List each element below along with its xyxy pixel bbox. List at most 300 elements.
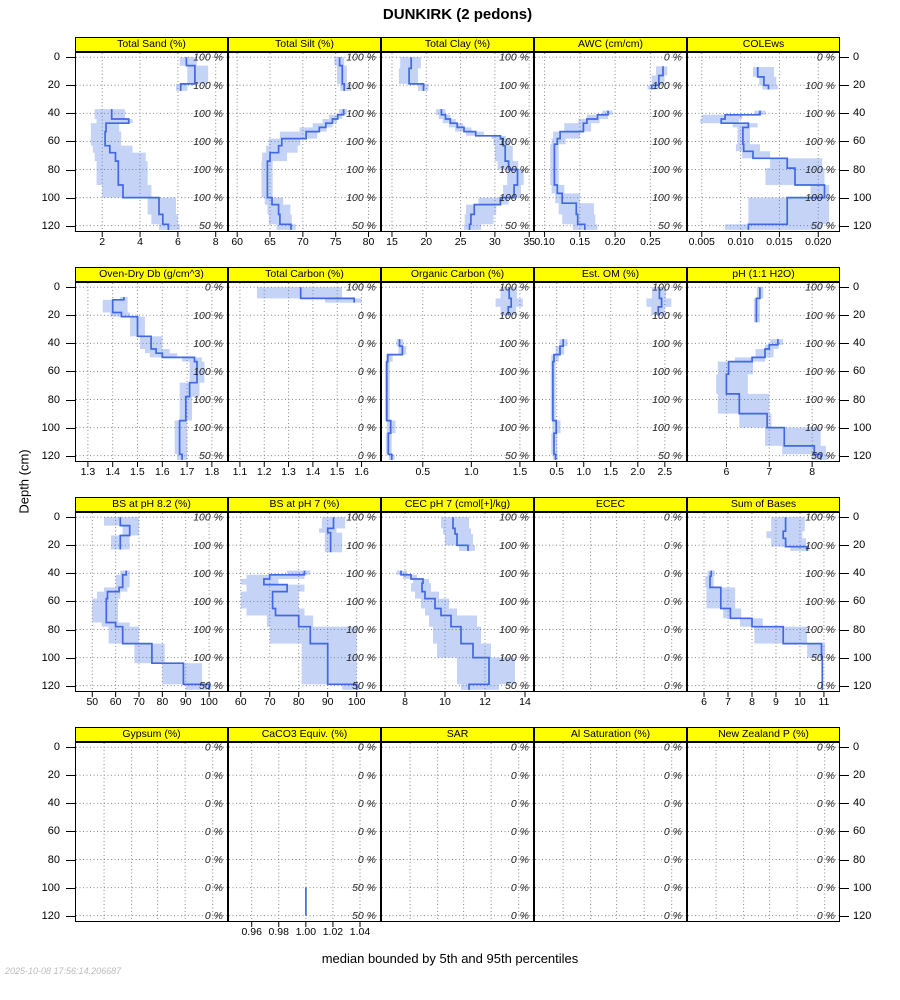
percentile-band (553, 132, 580, 139)
contributing-fraction-label: 100 % (346, 79, 376, 92)
percentile-band (162, 663, 202, 684)
contributing-fraction-label: 50 % (352, 680, 376, 693)
contributing-fraction-label: 100 % (499, 394, 529, 407)
x-tick-label: 8 (212, 236, 219, 248)
depth-tick-label-left: 60 (47, 135, 60, 148)
contributing-fraction-label: 100 % (346, 567, 376, 580)
contributing-fraction-label: 100 % (499, 51, 529, 64)
depth-tick-mark (66, 170, 75, 171)
panel-plot-total-silt (228, 52, 381, 242)
depth-tick-mark (66, 545, 75, 546)
depth-tick-label-left: 0 (53, 511, 60, 524)
panel-header-bs-ph82: BS at pH 8.2 (%) (75, 497, 228, 512)
contributing-fraction-label: 100 % (499, 539, 529, 552)
contributing-fraction-label: 0 % (510, 741, 529, 754)
contributing-fraction-label: 100 % (193, 164, 223, 177)
contributing-fraction-label: 100 % (805, 511, 835, 524)
x-tick-label: 14 (519, 696, 531, 708)
x-tick-label: 2.5 (657, 466, 673, 478)
x-tick-label: 1.00 (295, 926, 317, 938)
depth-tick-mark (840, 456, 849, 457)
contributing-fraction-label: 100 % (805, 595, 835, 608)
depth-tick-mark (840, 85, 849, 86)
panel-header-cec-ph7: CEC pH 7 (cmol[+]/kg) (381, 497, 534, 512)
contributing-fraction-label: 50 % (199, 680, 223, 693)
x-tick-label: 60 (109, 696, 122, 708)
percentile-band (92, 599, 118, 623)
contributing-fraction-label: 50 % (352, 882, 376, 895)
contributing-fraction-label: 100 % (652, 422, 682, 435)
panel-header-total-silt: Total Silt (%) (228, 37, 381, 52)
percentile-band (103, 300, 128, 313)
depth-tick-mark (840, 170, 849, 171)
x-tick-label: 80 (156, 696, 169, 708)
panel-plot-colews (687, 52, 840, 242)
contributing-fraction-label: 100 % (652, 164, 682, 177)
x-tick-label: 10 (439, 696, 451, 708)
contributing-fraction-label: 0 % (204, 281, 223, 294)
depth-tick-mark (840, 775, 849, 776)
contributing-fraction-label: 0 % (816, 741, 835, 754)
percentile-band (415, 592, 439, 599)
contributing-fraction-label: 0 % (357, 450, 376, 463)
panel-header-sar: SAR (381, 727, 534, 742)
contributing-fraction-label: 100 % (193, 624, 223, 637)
depth-tick-label-left: 0 (53, 51, 60, 64)
percentile-band (770, 339, 783, 345)
depth-tick-mark (66, 428, 75, 429)
panel-plot-organic-carbon (381, 282, 534, 472)
x-tick-label: 1.5 (512, 466, 528, 478)
contributing-fraction-label: 0 % (663, 825, 682, 838)
depth-tick-label-right: 100 (853, 651, 872, 664)
contributing-fraction-label: 0 % (357, 422, 376, 435)
percentile-band (646, 298, 671, 306)
depth-tick-mark (66, 226, 75, 227)
contributing-fraction-label: 0 % (357, 854, 376, 867)
percentile-band (753, 67, 774, 77)
percentile-band (148, 198, 176, 215)
contributing-fraction-label: 0 % (204, 854, 223, 867)
depth-tick-label-left: 120 (41, 219, 60, 232)
x-tick-label: 12 (479, 696, 491, 708)
percentile-band (386, 355, 393, 362)
panel-plot-awc (534, 52, 687, 242)
depth-tick-label-right: 40 (853, 337, 866, 350)
depth-tick-mark (840, 400, 849, 401)
contributing-fraction-label: 0 % (663, 769, 682, 782)
contributing-fraction-label: 0 % (663, 624, 682, 637)
depth-tick-label-left: 40 (47, 337, 60, 350)
depth-tick-mark (66, 113, 75, 114)
contributing-fraction-label: 0 % (663, 882, 682, 895)
depth-tick-mark (66, 888, 75, 889)
x-tick-label: 1.04 (349, 926, 371, 938)
depth-tick-label-right: 80 (853, 853, 866, 866)
percentile-band (564, 123, 591, 131)
depth-tick-label-left: 60 (47, 365, 60, 378)
contributing-fraction-label: 50 % (352, 220, 376, 233)
contributing-fraction-label: 100 % (346, 51, 376, 64)
percentile-band (176, 84, 187, 91)
contributing-fraction-label: 100 % (499, 567, 529, 580)
x-tick-label: 1.6 (354, 466, 369, 478)
contributing-fraction-label: 0 % (357, 309, 376, 322)
contributing-fraction-label: 100 % (499, 135, 529, 148)
contributing-fraction-label: 0 % (663, 797, 682, 810)
depth-tick-mark (66, 686, 75, 687)
x-tick-label: 1.3 (281, 466, 296, 478)
panel-header-bs-ph7: BS at pH 7 (%) (228, 497, 381, 512)
x-tick-label: 70 (263, 696, 276, 708)
x-tick-label: 80 (362, 236, 375, 248)
depth-tick-label-left: 80 (47, 623, 60, 636)
percentile-band (411, 583, 431, 591)
contributing-fraction-label: 100 % (652, 365, 682, 378)
depth-tick-label-right: 120 (853, 219, 872, 232)
x-tick-label: 1.4 (305, 466, 321, 478)
percentile-band (104, 517, 139, 525)
x-tick-label: 6 (174, 236, 181, 248)
percentile-band (551, 355, 559, 362)
x-tick-label: 2 (99, 236, 106, 248)
depth-tick-label-right: 40 (853, 797, 866, 810)
depth-tick-label-right: 100 (853, 881, 872, 894)
contributing-fraction-label: 50 % (811, 450, 835, 463)
percentile-band (495, 146, 513, 161)
depth-tick-mark (840, 287, 849, 288)
depth-tick-mark (66, 315, 75, 316)
depth-tick-mark (66, 630, 75, 631)
x-tick-label: 1.5 (329, 466, 345, 478)
contributing-fraction-label: 50 % (505, 450, 529, 463)
depth-tick-label-left: 80 (47, 393, 60, 406)
percentile-band (266, 146, 298, 153)
panel-header-organic-carbon: Organic Carbon (%) (381, 267, 534, 282)
x-tick-label: 60 (231, 236, 244, 248)
percentile-band (91, 132, 121, 146)
panel-plot-oven-dry-db (75, 282, 228, 472)
contributing-fraction-label: 100 % (652, 337, 682, 350)
contributing-fraction-label: 100 % (805, 107, 835, 120)
panel-plot-bs-ph82 (75, 512, 228, 702)
depth-tick-mark (840, 371, 849, 372)
contributing-fraction-label: 50 % (658, 450, 682, 463)
x-tick-label: 35 (523, 236, 536, 248)
y-axis-label: Depth (cm) (16, 449, 32, 514)
contributing-fraction-label: 100 % (652, 135, 682, 148)
contributing-fraction-label: 0 % (357, 741, 376, 754)
depth-tick-label-left: 40 (47, 107, 60, 120)
x-tick-label: 0.20 (604, 236, 626, 248)
x-tick-label: 0.98 (268, 926, 289, 938)
contributing-fraction-label: 100 % (346, 595, 376, 608)
depth-tick-label-right: 120 (853, 449, 872, 462)
depth-tick-mark (840, 428, 849, 429)
contributing-fraction-label: 100 % (652, 394, 682, 407)
depth-tick-label-left: 120 (41, 679, 60, 692)
x-tick-label: 1.0 (464, 466, 479, 478)
contributing-fraction-label: 100 % (346, 539, 376, 552)
percentile-band (437, 644, 491, 658)
depth-tick-mark (66, 775, 75, 776)
depth-tick-mark (66, 573, 75, 574)
contributing-fraction-label: 100 % (193, 652, 223, 665)
contributing-fraction-label: 0 % (663, 539, 682, 552)
depth-tick-label-left: 80 (47, 853, 60, 866)
contributing-fraction-label: 100 % (499, 652, 529, 665)
depth-tick-mark (66, 747, 75, 748)
contributing-fraction-label: 0 % (663, 51, 682, 64)
depth-tick-label-left: 100 (41, 421, 60, 434)
depth-tick-mark (840, 343, 849, 344)
contributing-fraction-label: 0 % (816, 769, 835, 782)
contributing-fraction-label: 100 % (805, 394, 835, 407)
x-tick-label: 15 (386, 236, 398, 248)
x-tick-label: 0.010 (727, 236, 754, 248)
contributing-fraction-label: 100 % (805, 164, 835, 177)
contributing-fraction-label: 0 % (663, 854, 682, 867)
contributing-fraction-label: 100 % (193, 539, 223, 552)
contributing-fraction-label: 100 % (346, 192, 376, 205)
panel-plot-ecec (534, 512, 687, 702)
contributing-fraction-label: 0 % (663, 680, 682, 693)
contributing-fraction-label: 100 % (805, 539, 835, 552)
panel-plot-sar (381, 742, 534, 932)
percentile-band (759, 77, 776, 85)
percentile-band (123, 526, 139, 536)
depth-tick-label-left: 20 (47, 769, 60, 782)
panel-plot-est-om (534, 282, 687, 472)
timestamp-watermark: 2025-10-08 17:56:14.206687 (5, 966, 122, 976)
x-tick-label: 1.2 (256, 466, 272, 478)
x-tick-label: 8 (402, 696, 408, 708)
panel-header-al-saturation: Al Saturation (%) (534, 727, 687, 742)
percentile-band (175, 421, 187, 455)
contributing-fraction-label: 100 % (499, 79, 529, 92)
caption: median bounded by 5th and 95th percentiles (321, 951, 579, 966)
percentile-band (464, 224, 481, 230)
percentile-band (267, 615, 313, 626)
percentile-band (718, 362, 753, 375)
x-tick-label: 2.0 (630, 466, 646, 478)
x-tick-label: 65 (264, 236, 276, 248)
contributing-fraction-label: 0 % (816, 797, 835, 810)
percentile-band (270, 627, 357, 644)
contributing-fraction-label: 0 % (663, 595, 682, 608)
x-tick-label: 30 (489, 236, 501, 248)
contributing-fraction-label: 100 % (805, 192, 835, 205)
percentile-band (97, 161, 148, 185)
contributing-fraction-label: 100 % (346, 511, 376, 524)
x-tick-label: 0.020 (805, 236, 832, 248)
percentile-band (441, 517, 469, 528)
contributing-fraction-label: 0 % (816, 882, 835, 895)
x-tick-label: 90 (321, 696, 334, 708)
depth-tick-label-left: 100 (41, 651, 60, 664)
contributing-fraction-label: 0 % (357, 365, 376, 378)
chart-title: DUNKIRK (2 pedons) (382, 6, 533, 23)
depth-tick-label-left: 120 (41, 909, 60, 922)
percentile-band (771, 517, 805, 531)
depth-tick-label-right: 0 (853, 281, 860, 294)
x-tick-label: 70 (297, 236, 309, 248)
x-tick-label: 75 (329, 236, 342, 248)
depth-tick-label-right: 20 (853, 539, 866, 552)
contributing-fraction-label: 0 % (204, 825, 223, 838)
depth-tick-mark (66, 141, 75, 142)
x-tick-label: 1.1 (232, 466, 248, 478)
depth-tick-mark (66, 658, 75, 659)
contributing-fraction-label: 0 % (663, 567, 682, 580)
contributing-fraction-label: 100 % (193, 51, 223, 64)
x-tick-label: 100 (347, 696, 366, 708)
panel-plot-sum-of-bases (687, 512, 840, 702)
depth-tick-label-right: 120 (853, 679, 872, 692)
depth-tick-label-right: 0 (853, 511, 860, 524)
depth-tick-label-right: 40 (853, 107, 866, 120)
contributing-fraction-label: 100 % (805, 281, 835, 294)
x-tick-label: 90 (179, 696, 192, 708)
depth-tick-label-left: 0 (53, 281, 60, 294)
contributing-fraction-label: 0 % (663, 511, 682, 524)
contributing-fraction-label: 0 % (357, 797, 376, 810)
percentile-band (134, 644, 164, 664)
contributing-fraction-label: 100 % (193, 192, 223, 205)
contributing-fraction-label: 50 % (811, 652, 835, 665)
x-tick-label: 1.8 (204, 466, 220, 478)
panel-plot-gypsum (75, 742, 228, 932)
percentile-band (109, 627, 139, 644)
contributing-fraction-label: 100 % (346, 164, 376, 177)
depth-tick-label-left: 40 (47, 797, 60, 810)
contributing-fraction-label: 100 % (805, 422, 835, 435)
contributing-fraction-label: 100 % (499, 365, 529, 378)
contributing-fraction-label: 0 % (357, 769, 376, 782)
contributing-fraction-label: 100 % (193, 422, 223, 435)
panel-plot-ph-h2o (687, 282, 840, 472)
contributing-fraction-label: 50 % (352, 910, 376, 923)
contributing-fraction-label: 100 % (193, 394, 223, 407)
contributing-fraction-label: 100 % (805, 79, 835, 92)
contributing-fraction-label: 100 % (499, 511, 529, 524)
contributing-fraction-label: 0 % (357, 337, 376, 350)
contributing-fraction-label: 0 % (204, 882, 223, 895)
depth-tick-mark (66, 831, 75, 832)
x-tick-label: 9 (773, 696, 779, 708)
depth-tick-mark (840, 141, 849, 142)
depth-tick-mark (66, 803, 75, 804)
contributing-fraction-label: 100 % (193, 567, 223, 580)
percentile-band (97, 592, 120, 599)
contributing-fraction-label: 0 % (357, 394, 376, 407)
percentile-band (93, 146, 133, 153)
percentile-band (257, 287, 342, 298)
contributing-fraction-label: 0 % (663, 652, 682, 665)
contributing-fraction-label: 100 % (499, 309, 529, 322)
depth-tick-mark (840, 545, 849, 546)
depth-tick-label-right: 60 (853, 135, 866, 148)
contributing-fraction-label: 100 % (499, 422, 529, 435)
depth-tick-mark (840, 860, 849, 861)
depth-tick-label-left: 20 (47, 539, 60, 552)
contributing-fraction-label: 100 % (193, 309, 223, 322)
depth-tick-mark (840, 226, 849, 227)
depth-tick-mark (840, 57, 849, 58)
depth-tick-mark (66, 456, 75, 457)
panel-header-new-zealand-p: New Zealand P (%) (687, 727, 840, 742)
panel-header-total-sand: Total Sand (%) (75, 37, 228, 52)
percentile-band (555, 193, 580, 203)
contributing-fraction-label: 100 % (499, 107, 529, 120)
panel-header-total-clay: Total Clay (%) (381, 37, 534, 52)
percentile-band (95, 109, 125, 119)
depth-tick-label-right: 20 (853, 79, 866, 92)
depth-tick-label-left: 100 (41, 881, 60, 894)
depth-tick-label-right: 60 (853, 365, 866, 378)
depth-tick-label-right: 60 (853, 595, 866, 608)
depth-tick-label-left: 120 (41, 449, 60, 462)
depth-tick-mark (840, 888, 849, 889)
x-tick-label: 1.3 (80, 466, 96, 478)
contributing-fraction-label: 50 % (199, 220, 223, 233)
panel-plot-caco3-equiv (228, 742, 381, 932)
contributing-fraction-label: 0 % (510, 910, 529, 923)
contributing-fraction-label: 0 % (510, 882, 529, 895)
percentile-band (496, 298, 523, 306)
depth-tick-mark (66, 198, 75, 199)
contributing-fraction-label: 100 % (346, 652, 376, 665)
contributing-fraction-label: 50 % (505, 680, 529, 693)
depth-tick-mark (66, 287, 75, 288)
depth-tick-mark (66, 517, 75, 518)
depth-tick-mark (66, 371, 75, 372)
depth-tick-mark (840, 831, 849, 832)
x-tick-label: 0.5 (415, 466, 431, 478)
depth-tick-mark (66, 916, 75, 917)
contributing-fraction-label: 0 % (663, 741, 682, 754)
depth-tick-label-left: 60 (47, 595, 60, 608)
x-tick-label: 7 (725, 696, 731, 708)
depth-tick-mark (66, 57, 75, 58)
x-tick-label: 0.015 (766, 236, 793, 248)
depth-tick-mark (840, 517, 849, 518)
contributing-fraction-label: 100 % (346, 624, 376, 637)
percentile-band (736, 144, 760, 151)
contributing-fraction-label: 100 % (499, 337, 529, 350)
percentile-band (445, 534, 473, 545)
contributing-fraction-label: 0 % (816, 854, 835, 867)
depth-tick-label-left: 20 (47, 309, 60, 322)
percentile-band (466, 205, 496, 215)
contributing-fraction-label: 50 % (658, 220, 682, 233)
contributing-fraction-label: 0 % (510, 797, 529, 810)
depth-tick-label-right: 120 (853, 909, 872, 922)
percentile-band (718, 394, 769, 414)
percentile-band (241, 579, 279, 585)
x-tick-label: 0.25 (640, 236, 661, 248)
depth-tick-label-left: 60 (47, 825, 60, 838)
depth-tick-mark (840, 747, 849, 748)
x-tick-label: 70 (133, 696, 145, 708)
x-tick-label: 6 (723, 466, 730, 478)
depth-tick-mark (840, 686, 849, 687)
x-tick-label: 6 (701, 696, 707, 708)
depth-tick-mark (840, 198, 849, 199)
contributing-fraction-label: 100 % (805, 309, 835, 322)
depth-tick-label-right: 80 (853, 623, 866, 636)
contributing-fraction-label: 0 % (816, 51, 835, 64)
